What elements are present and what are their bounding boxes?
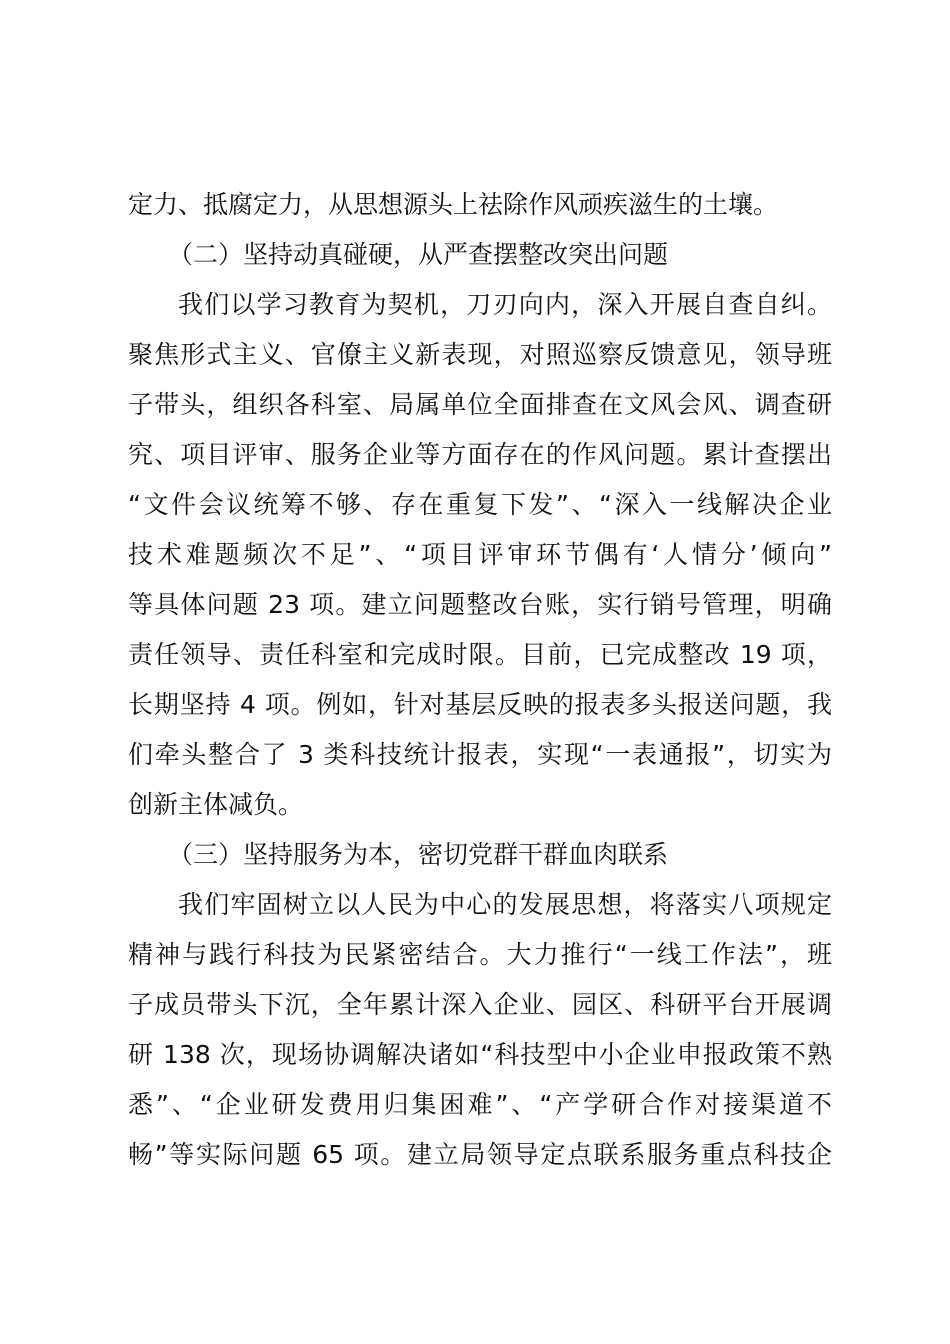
text-line: 创新主体减负。 [128,790,304,819]
text-line: 子成员带头下沉，全年累计深入企业、园区、科研平台开展调 [128,990,832,1019]
heading-text: （三）坚持服务为本，密切党群干群血肉联系 [168,840,669,869]
text-line: 我们以学习教育为契机，刀刃向内，深入开展自查自纠。 [178,290,832,319]
paragraph-continuation [128,182,832,232]
text-line: “文件会议统筹不够、存在重复下发”、“深入一线解决企业 [128,490,832,519]
text-line: 子带头，组织各科室、局属单位全面排查在文风会风、调查研 [128,390,832,419]
text-line: 责任领导、责任科室和完成时限。目前，已完成整改 19 项， [128,640,832,669]
text-line: 聚焦形式主义、官僚主义新表现，对照巡察反馈意见，领导班 [128,340,832,369]
paragraph-service [128,882,832,1182]
heading-text: （二）坚持动真碰硬，从严查摆整改突出问题 [168,240,669,269]
text-line: 研 138 次，现场协调解决诸如“科技型中小企业申报政策不熟 [128,1040,832,1069]
section-heading-2 [128,232,832,282]
document-page [128,182,832,1182]
text-line: 定力、抵腐定力，从思想源头上祛除作风顽疾滋生的土壤。 [128,190,779,219]
text-line: 悉”、“企业研发费用归集困难”、“产学研合作对接渠道不 [128,1090,832,1119]
text-line: 技术难题频次不足”、“项目评审环节偶有‘人情分’倾向” [128,540,832,569]
text-line: 们牵头整合了 3 类科技统计报表，实现“一表通报”，切实为 [128,740,832,769]
text-line: 等具体问题 23 项。建立问题整改台账，实行销号管理，明确 [128,590,832,619]
text-line: 畅”等实际问题 65 项。建立局领导定点联系服务重点科技企 [128,1140,832,1169]
text-line: 究、项目评审、服务企业等方面存在的作风问题。累计查摆出 [128,440,832,469]
text-line: 长期坚持 4 项。例如，针对基层反映的报表多头报送问题，我 [128,690,832,719]
section-heading-3 [128,832,832,882]
paragraph-self-inspection [128,282,832,832]
text-line: 精神与践行科技为民紧密结合。大力推行“一线工作法”，班 [128,940,832,969]
text-line: 我们牢固树立以人民为中心的发展思想，将落实八项规定 [178,890,832,919]
